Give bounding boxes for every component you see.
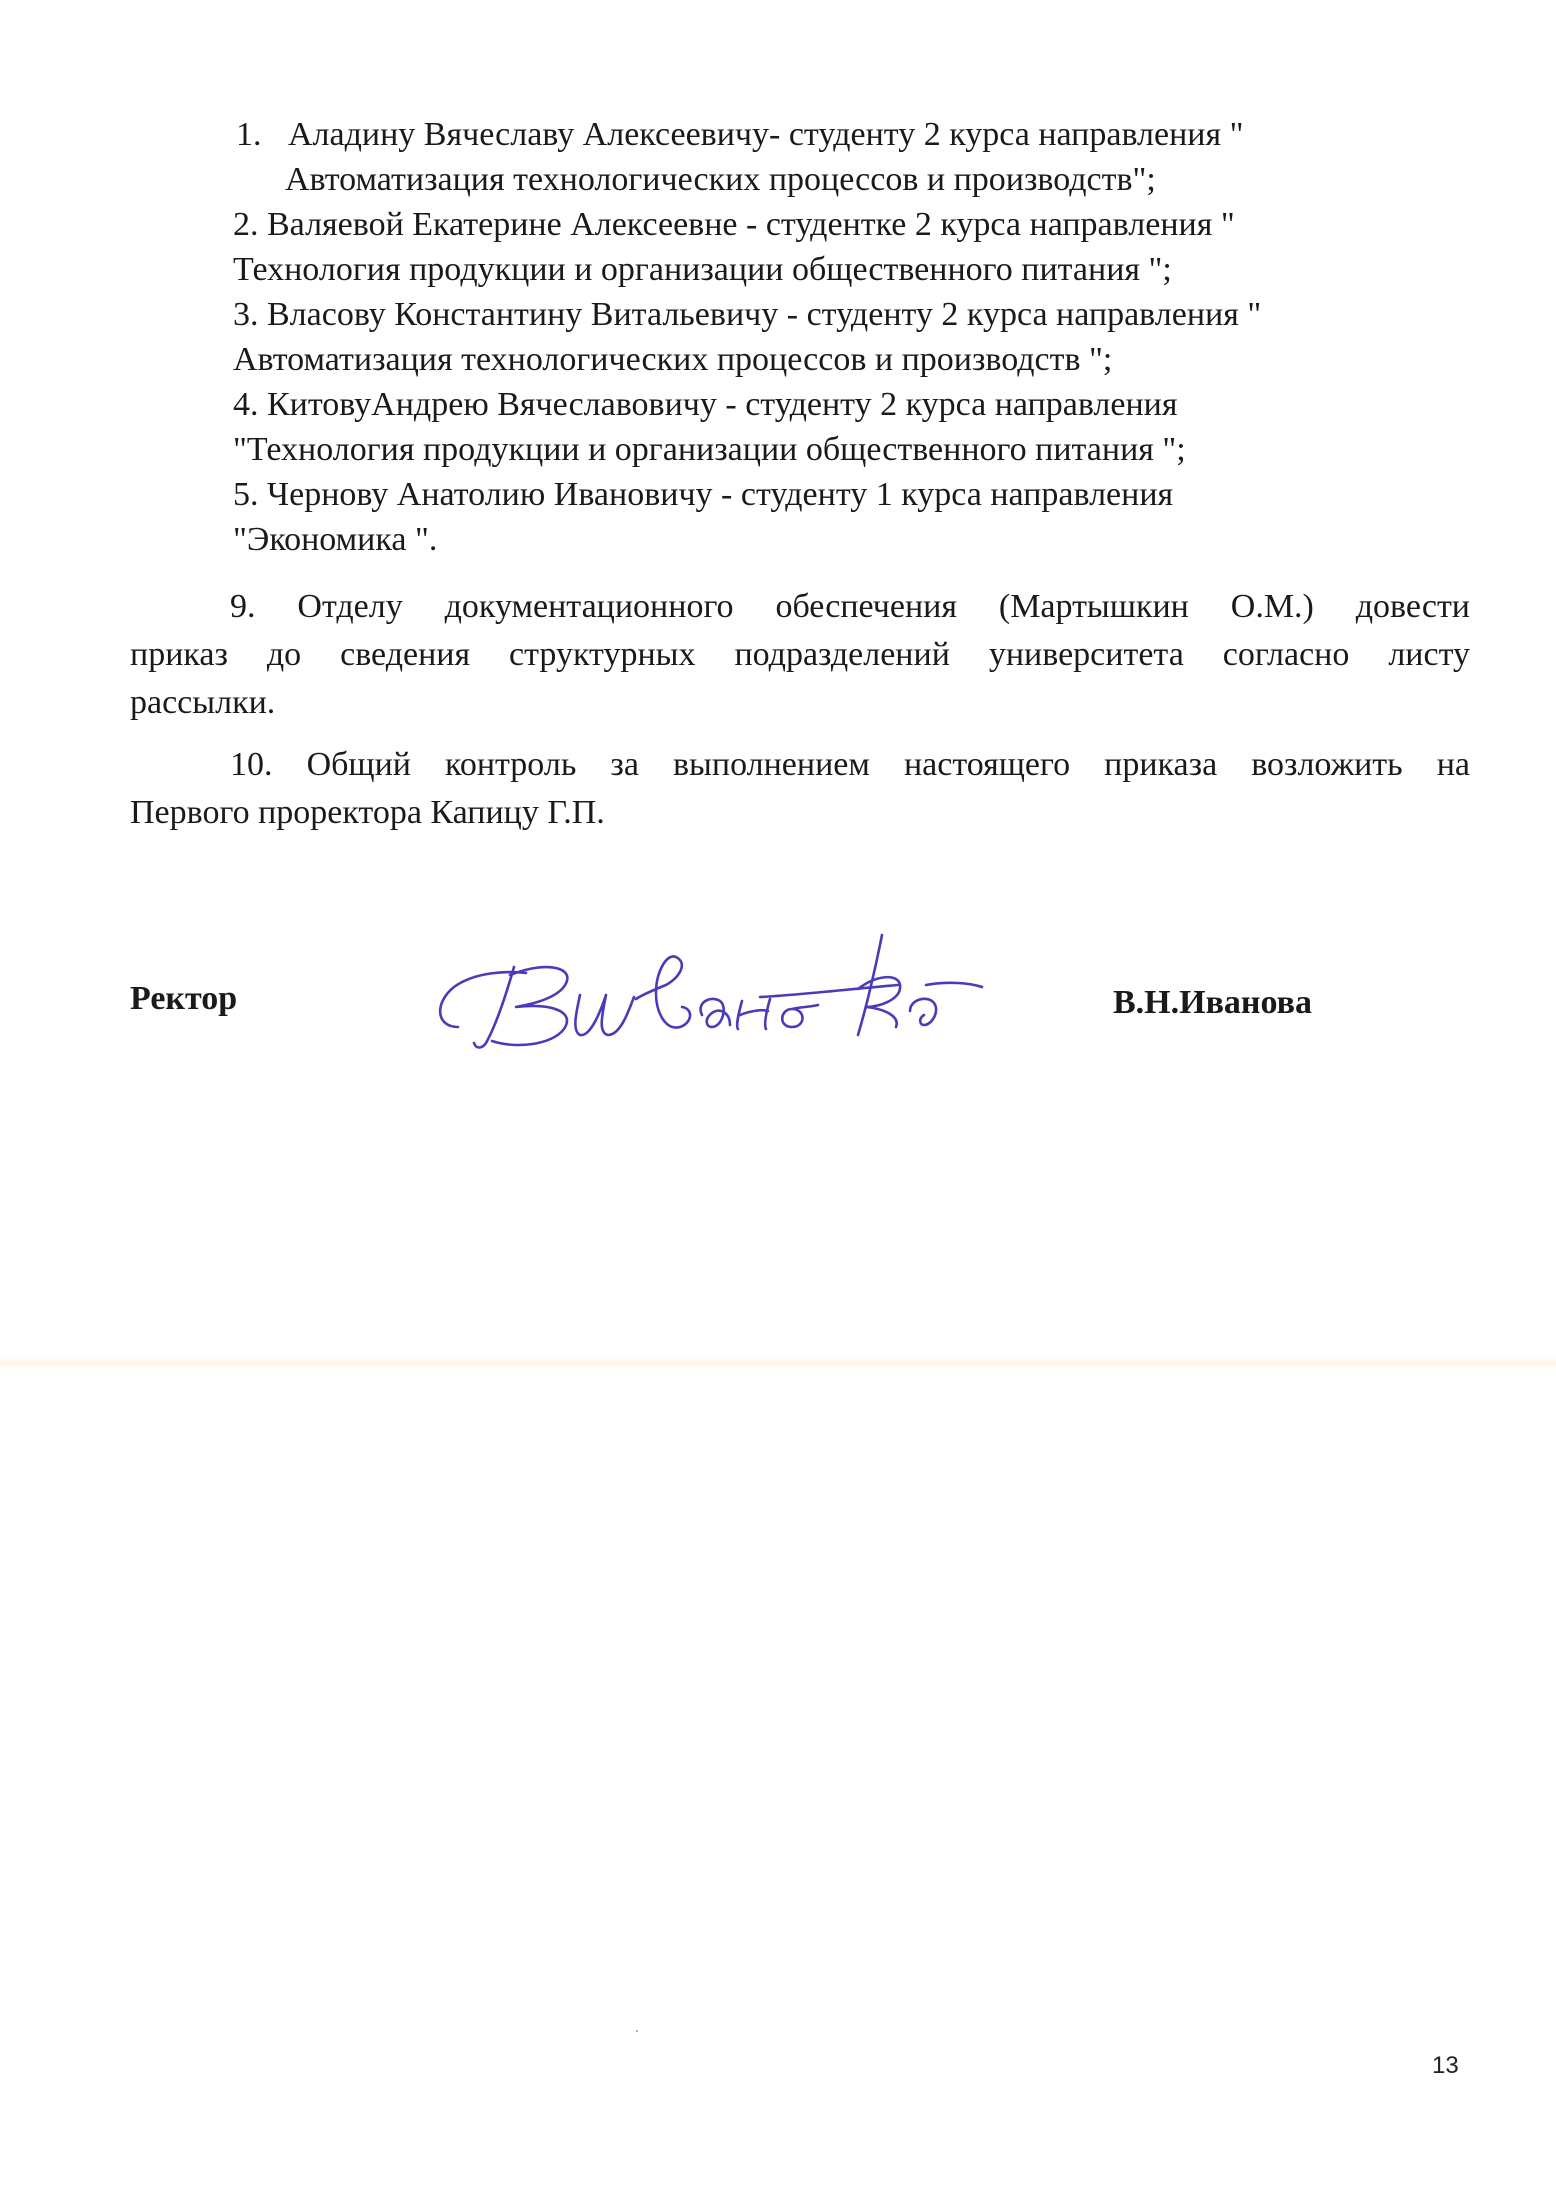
paragraph-9-line-3: рассылки.: [130, 684, 276, 721]
list-item-text-continued: Автоматизация технологических процессов и производств ";: [233, 341, 1113, 378]
signature-strokes: [440, 935, 982, 1048]
list-item-text-continued: Технология продукции и организации общественного питания ";: [233, 251, 1172, 288]
list-item-text: Аладину Вячеславу Алексеевичу- студенту 2 курса направления ": [288, 116, 1244, 153]
list-item-text-continued: "Экономика ".: [233, 521, 438, 558]
paragraph-9-line-1: 9. Отделу документационного обеспечения (Мартышкин О.М.) довести: [230, 588, 1470, 625]
paragraph-10-line-1: 10. Общий контроль за выполнением настоящего приказа возложить на: [230, 746, 1470, 783]
list-item-text: 5. Чернову Анатолию Ивановичу - студенту 1 курса направления: [233, 476, 1174, 513]
scan-speck: [636, 2030, 638, 2032]
list-item: [233, 202, 1413, 292]
list-item-number: 1.: [236, 116, 262, 153]
list-item: [233, 382, 1413, 472]
signature-block: [0, 960, 1556, 1070]
list-item-text: 3. Власову Константину Витальевичу - студенту 2 курса направления ": [233, 296, 1262, 333]
list-item: [233, 112, 1413, 202]
handwritten-signature: [430, 915, 990, 1065]
paragraph-9: [130, 583, 1470, 727]
list-item: [233, 292, 1413, 382]
page-number: 13: [1432, 2052, 1459, 2079]
list-item-text: 4. КитовуАндрею Вячеславовичу - студенту 2 курса направления: [233, 386, 1178, 423]
signatory-title: Ректор: [130, 980, 238, 1017]
paragraph-10: [130, 741, 1470, 837]
list-item-text-continued: "Технология продукции и организации общественного питания ";: [233, 431, 1186, 468]
scan-artifact-band: [0, 1355, 1556, 1371]
list-item-text-continued: Автоматизация технологических процессов и производств";: [285, 161, 1156, 198]
signatory-name: В.Н.Иванова: [1113, 984, 1313, 1021]
list-item-text: 2. Валяевой Екатерине Алексеевне - студентке 2 курса направления ": [233, 206, 1235, 243]
list-item: [233, 472, 1413, 562]
paragraph-9-line-2: приказ до сведения структурных подразделений университета согласно листу: [130, 636, 1470, 673]
student-list: [233, 112, 1413, 562]
paragraph-10-line-2: Первого проректора Капицу Г.П.: [130, 794, 605, 831]
